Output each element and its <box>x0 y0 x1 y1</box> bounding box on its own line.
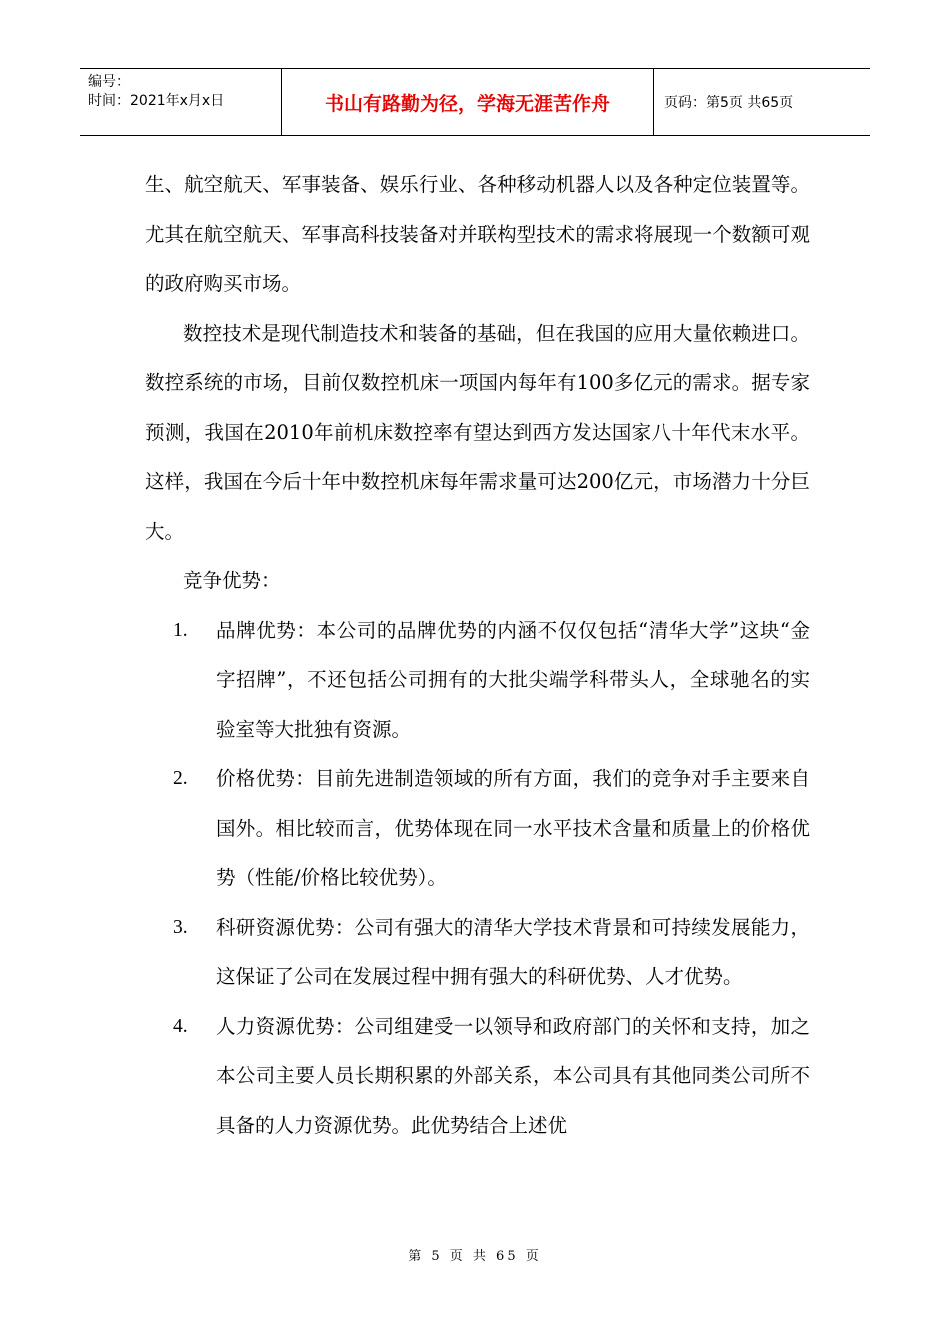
header-meta-cell <box>80 69 282 135</box>
document-time-label: 时间：2021年x月x日 <box>88 93 225 109</box>
document-number-label: 编号： <box>88 74 130 90</box>
list-item <box>145 754 810 903</box>
section-heading: 竞争优势： <box>183 569 281 592</box>
list-item-number: 1. <box>173 619 188 641</box>
list-item <box>145 903 810 1002</box>
paragraph-1: 生、航空航天、军事装备、娱乐行业、各种移动机器人以及各种定位装置等。尤其在航空航天、军事高科技装备对并联构型技术的需求将展现一个数额可观的政府购买市场。 <box>145 173 810 295</box>
list-item <box>145 1002 810 1151</box>
list-item-number: 3. <box>173 916 188 938</box>
header-motto: 书山有路勤为径，学海无涯苦作舟 <box>282 69 654 135</box>
list-item-text: 人力资源优势：公司组建受一以领导和政府部门的关怀和支持，加之本公司主要人员长期积累的外部关系，本公司具有其他同类公司所不具备的人力资源优势。此优势结合上述优 <box>216 1014 810 1137</box>
list-item-text: 价格优势：目前先进制造领域的所有方面，我们的竞争对手主要来自国外。相比较而言，优势体现在同一水平技术含量和质量上的价格优势（性能/价格比较优势）。 <box>216 767 810 889</box>
list-item-number: 2. <box>173 768 188 789</box>
document-body <box>145 160 810 1150</box>
page-footer: 第 5 页 共 65 页 <box>408 1249 542 1264</box>
list-item-text: 品牌优势：本公司的品牌优势的内涵不仅仅包括“清华大学”这块“金字招牌”，不还包括公司拥有的大批尖端学科带头人，全球驰名的实验室等大批独有资源。 <box>216 618 810 741</box>
page-header <box>80 68 870 136</box>
list-item-number: 4. <box>173 1015 188 1037</box>
list-item <box>145 606 810 755</box>
paragraph-2: 数控技术是现代制造技术和装备的基础，但在我国的应用大量依赖进口。数控系统的市场，目前仅数控机床一项国内每年有100多亿元的需求。据专家预测，我国在2010年前机床数控率有望达到西方发达国家八十年代末水平。这样，我国在今后十年中数控机床每年需求量可达200亿元，市场潜力十分巨大。 <box>145 321 810 543</box>
header-page-info: 页码：第5页 共65页 <box>664 95 794 111</box>
list-item-text: 科研资源优势：公司有强大的清华大学技术背景和可持续发展能力，这保证了公司在发展过程中拥有强大的科研优势、人才优势。 <box>216 915 810 988</box>
